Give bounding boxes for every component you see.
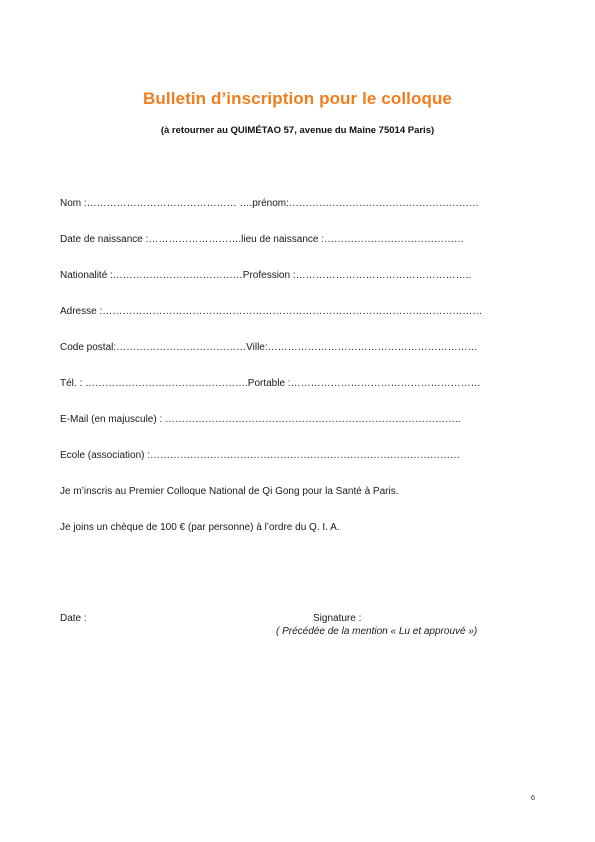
field-school: Ecole (association) :………………………………………………………………………………… <box>60 450 461 461</box>
registration-statement: Je m’inscris au Premier Colloque National de Qi Gong pour la Santé à Paris. <box>60 486 399 497</box>
field-address: Adresse :…………………………………………………………………………………………………… <box>60 306 483 317</box>
field-birth: Date de naissance :……………………….lieu de naissance :…………………………………… <box>60 234 464 245</box>
field-nationality: Nationalité :…………………………………Profession :…………………………………………….. <box>60 270 472 281</box>
field-postal: Code postal:…………………………………Ville:……………………………………………………… <box>60 342 478 353</box>
field-email: E-Mail (en majuscule) : …………………………………………………………………………….. <box>60 414 461 425</box>
field-phone: Tél. : ………………………………………….Portable :………………………………………………… <box>60 378 481 389</box>
payment-statement: Je joins un chèque de 100 € (par personne) à l’ordre du Q. I. A. <box>60 522 340 533</box>
field-name: Nom :……………………………………… ….prénom:………………………………………………… <box>60 198 479 209</box>
page-number: 6 <box>530 793 535 802</box>
signature-note: ( Précédée de la mention « Lu et approuvé ») <box>276 626 478 637</box>
date-label: Date : <box>60 613 87 624</box>
return-address: (à retourner au QUIMÉTAO 57, avenue du Maine 75014 Paris) <box>160 125 435 136</box>
page-title: Bulletin d’inscription pour le colloque <box>143 89 452 108</box>
signature-label: Signature : <box>313 613 362 624</box>
